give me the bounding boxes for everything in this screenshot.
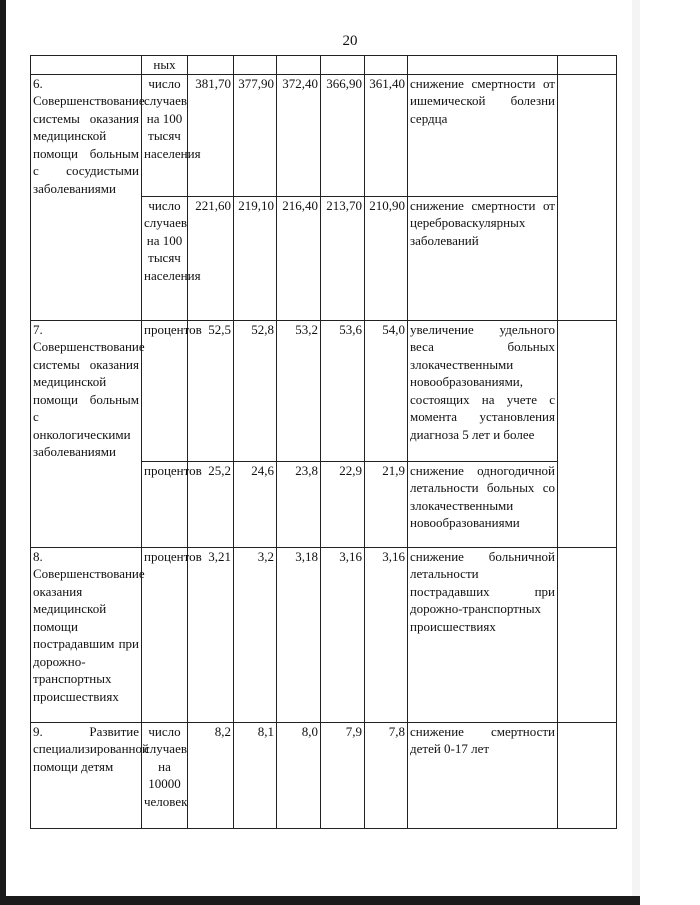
value-cell: 21,9 (365, 461, 408, 547)
unit-cell: число случаев на 10000 человек (142, 722, 188, 828)
result-cell: снижение смертности от ишемической болезни сердца (408, 74, 558, 196)
value-cell (365, 56, 408, 75)
result-cell (408, 56, 558, 75)
page-number: 20 (342, 33, 358, 49)
value-cell: 54,0 (365, 320, 408, 461)
value-cell (321, 56, 365, 75)
value-cell: 22,9 (321, 461, 365, 547)
table-row (31, 74, 617, 196)
indicator-cell (31, 56, 142, 75)
value-cell: 377,90 (234, 74, 277, 196)
value-cell: 8,2 (188, 722, 234, 828)
value-cell: 366,90 (321, 74, 365, 196)
value-cell: 25,2 (188, 461, 234, 547)
value-cell: 219,10 (234, 196, 277, 320)
value-cell: 52,8 (234, 320, 277, 461)
value-cell: 53,6 (321, 320, 365, 461)
value-cell: 3,2 (234, 547, 277, 722)
scan-edge-left (0, 0, 6, 905)
scan-edge-right (632, 0, 640, 905)
table-row (31, 56, 617, 75)
unit-cell: ных (142, 56, 188, 75)
value-cell: 24,6 (234, 461, 277, 547)
indicator-cell: 8. Совершенствование оказания медицинской помощи пострадавшим при дорожно-транспортных происшествиях (31, 547, 142, 722)
unit-cell: процентов (142, 320, 188, 461)
value-cell: 372,40 (277, 74, 321, 196)
unit-cell: процентов (142, 547, 188, 722)
unit-cell: процентов (142, 461, 188, 547)
result-cell: снижение смертности от цереброваскулярных заболеваний (408, 196, 558, 320)
value-cell: 7,8 (365, 722, 408, 828)
value-cell: 213,70 (321, 196, 365, 320)
value-cell: 8,0 (277, 722, 321, 828)
value-cell: 52,5 (188, 320, 234, 461)
result-cell: снижение больничной летальности пострадавших при дорожно-транспортных происшествиях (408, 547, 558, 722)
unit-cell: число случаев на 100 тысяч населения (142, 196, 188, 320)
empty-cell (558, 547, 617, 722)
value-cell: 7,9 (321, 722, 365, 828)
indicators-table (30, 55, 617, 829)
table-row (31, 722, 617, 828)
empty-cell (558, 722, 617, 828)
result-cell: увеличение удельного веса больных злокачественными новообразованиями, состоящих на учете с момента установления диагноза 5 лет и более (408, 320, 558, 461)
result-cell: снижение одногодичной летальности больных со злокачественными новообразованиями (408, 461, 558, 547)
indicator-cell: 9. Развитие специализированной помощи детям (31, 722, 142, 828)
table-row (31, 320, 617, 461)
value-cell: 3,16 (321, 547, 365, 722)
unit-cell: число случаев на 100 тысяч населения (142, 74, 188, 196)
value-cell: 3,16 (365, 547, 408, 722)
value-cell (234, 56, 277, 75)
value-cell: 3,21 (188, 547, 234, 722)
empty-cell (558, 74, 617, 320)
value-cell: 221,60 (188, 196, 234, 320)
value-cell: 381,70 (188, 74, 234, 196)
value-cell (277, 56, 321, 75)
value-cell: 210,90 (365, 196, 408, 320)
value-cell: 23,8 (277, 461, 321, 547)
value-cell (188, 56, 234, 75)
value-cell: 361,40 (365, 74, 408, 196)
value-cell: 3,18 (277, 547, 321, 722)
table-row (31, 547, 617, 722)
empty-cell (558, 56, 617, 75)
value-cell: 8,1 (234, 722, 277, 828)
scan-edge-bottom (0, 896, 640, 905)
value-cell: 53,2 (277, 320, 321, 461)
indicator-cell: 7. Совершенствование системы оказания медицинской помощи больным с онкологическими заболеваниями (31, 320, 142, 547)
empty-cell (558, 320, 617, 547)
value-cell: 216,40 (277, 196, 321, 320)
indicator-cell: 6. Совершенствование системы оказания медицинской помощи больным с сосудистыми заболеваниями (31, 74, 142, 320)
result-cell: снижение смертности детей 0-17 лет (408, 722, 558, 828)
